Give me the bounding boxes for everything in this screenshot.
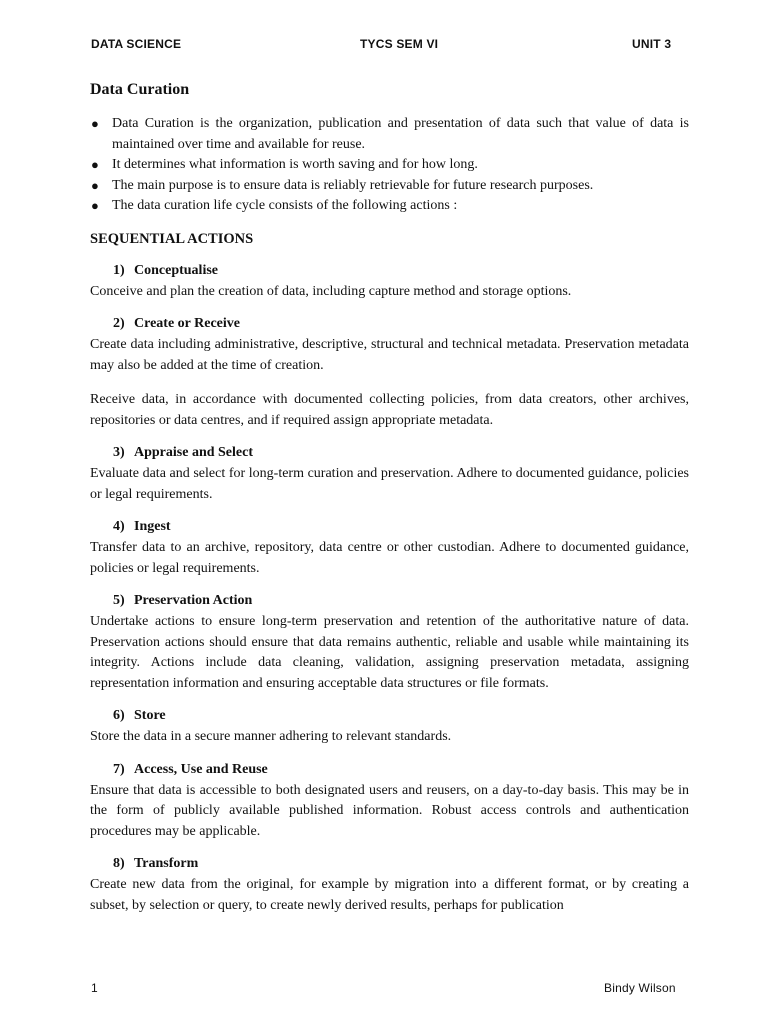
section-paragraph: Ensure that data is accessible to both designated users and reusers, on a day-to-day basis. This may be in the form of publicly available published information. Robust access controls and authentication procedures may be applicable. (90, 782, 689, 839)
section-preservation-action (90, 591, 689, 694)
bullet-icon: ● (91, 177, 99, 193)
section-title: 6) Store (113, 708, 166, 723)
section-title: 4) Ingest (113, 519, 171, 534)
section-title: 8) Transform (113, 856, 199, 871)
section-paragraph: Evaluate data and select for long-term curation and preservation. Adhere to documented guidance, policies or legal requirements. (90, 466, 689, 502)
section-conceptualise (90, 261, 689, 303)
bullet-list (90, 114, 689, 217)
section-heading: SEQUENTIAL ACTIONS (90, 230, 254, 247)
footer-author: Bindy Wilson (604, 981, 676, 995)
section-paragraph: Receive data, in accordance with documented collecting policies, from data creators, other archives, repositories or data centres, and if required assign appropriate metadata. (90, 392, 689, 428)
section-create-or-receive (90, 314, 689, 431)
page-title: Data Curation (90, 81, 190, 98)
list-item: ● The data curation life cycle consists of the following actions : (90, 196, 689, 217)
section-title: 1) Conceptualise (113, 262, 218, 278)
section-title: 3) Appraise and Select (113, 445, 253, 460)
bullet-icon: ● (91, 198, 99, 213)
section-appraise-and-select (90, 443, 689, 505)
section-paragraph: Store the data in a secure manner adhering to relevant standards. (90, 729, 452, 744)
header-subject: DATA SCIENCE (91, 37, 182, 51)
section-paragraph: Undertake actions to ensure long-term preservation and retention of the authoritative nature of data. Preservation actions should ensure that data remains authentic, reliable and usable while maintaining its integrity. Actions include data cleaning, validation, assigning preservation metadata, assigning representation information and ensuring acceptable data structures or file formats. (90, 614, 689, 691)
section-store (90, 706, 689, 748)
list-item: ● The main purpose is to ensure data is reliably retrievable for future research purposes. (90, 176, 689, 197)
section-title: 5) Preservation Action (113, 593, 253, 608)
bullet-icon: ● (91, 157, 99, 172)
page-number: 1 (91, 981, 98, 995)
section-title: 7) Access, Use and Reuse (113, 761, 268, 777)
list-item: ● Data Curation is the organization, publication and presentation of data such that value of data is maintained over time and available for reuse. (91, 116, 689, 152)
bullet-icon: ● (91, 116, 99, 131)
section-paragraph: Create data including administrative, descriptive, structural and technical metadata. Preservation metadata may also be added at the time of creation. (90, 337, 689, 373)
list-item: ● It determines what information is worth saving and for how long. (90, 155, 689, 176)
section-ingest (90, 517, 689, 579)
section-paragraph: Create new data from the original, for example by migration into a different format, or by creating a subset, by selection or query, to create newly derived results, perhaps for publication (90, 877, 689, 913)
section-paragraph: Transfer data to an archive, repository, data centre or other custodian. Adhere to documented guidance, policies or legal requirements. (90, 540, 689, 576)
section-access-use-reuse (90, 760, 689, 843)
header-unit: UNIT 3 (632, 37, 672, 51)
section-transform (90, 854, 689, 916)
section-paragraph: Conceive and plan the creation of data, including capture method and storage options. (90, 283, 572, 299)
section-title: 2) Create or Receive (113, 316, 240, 331)
header-course: TYCS SEM VI (360, 37, 439, 51)
page-body (90, 80, 689, 916)
